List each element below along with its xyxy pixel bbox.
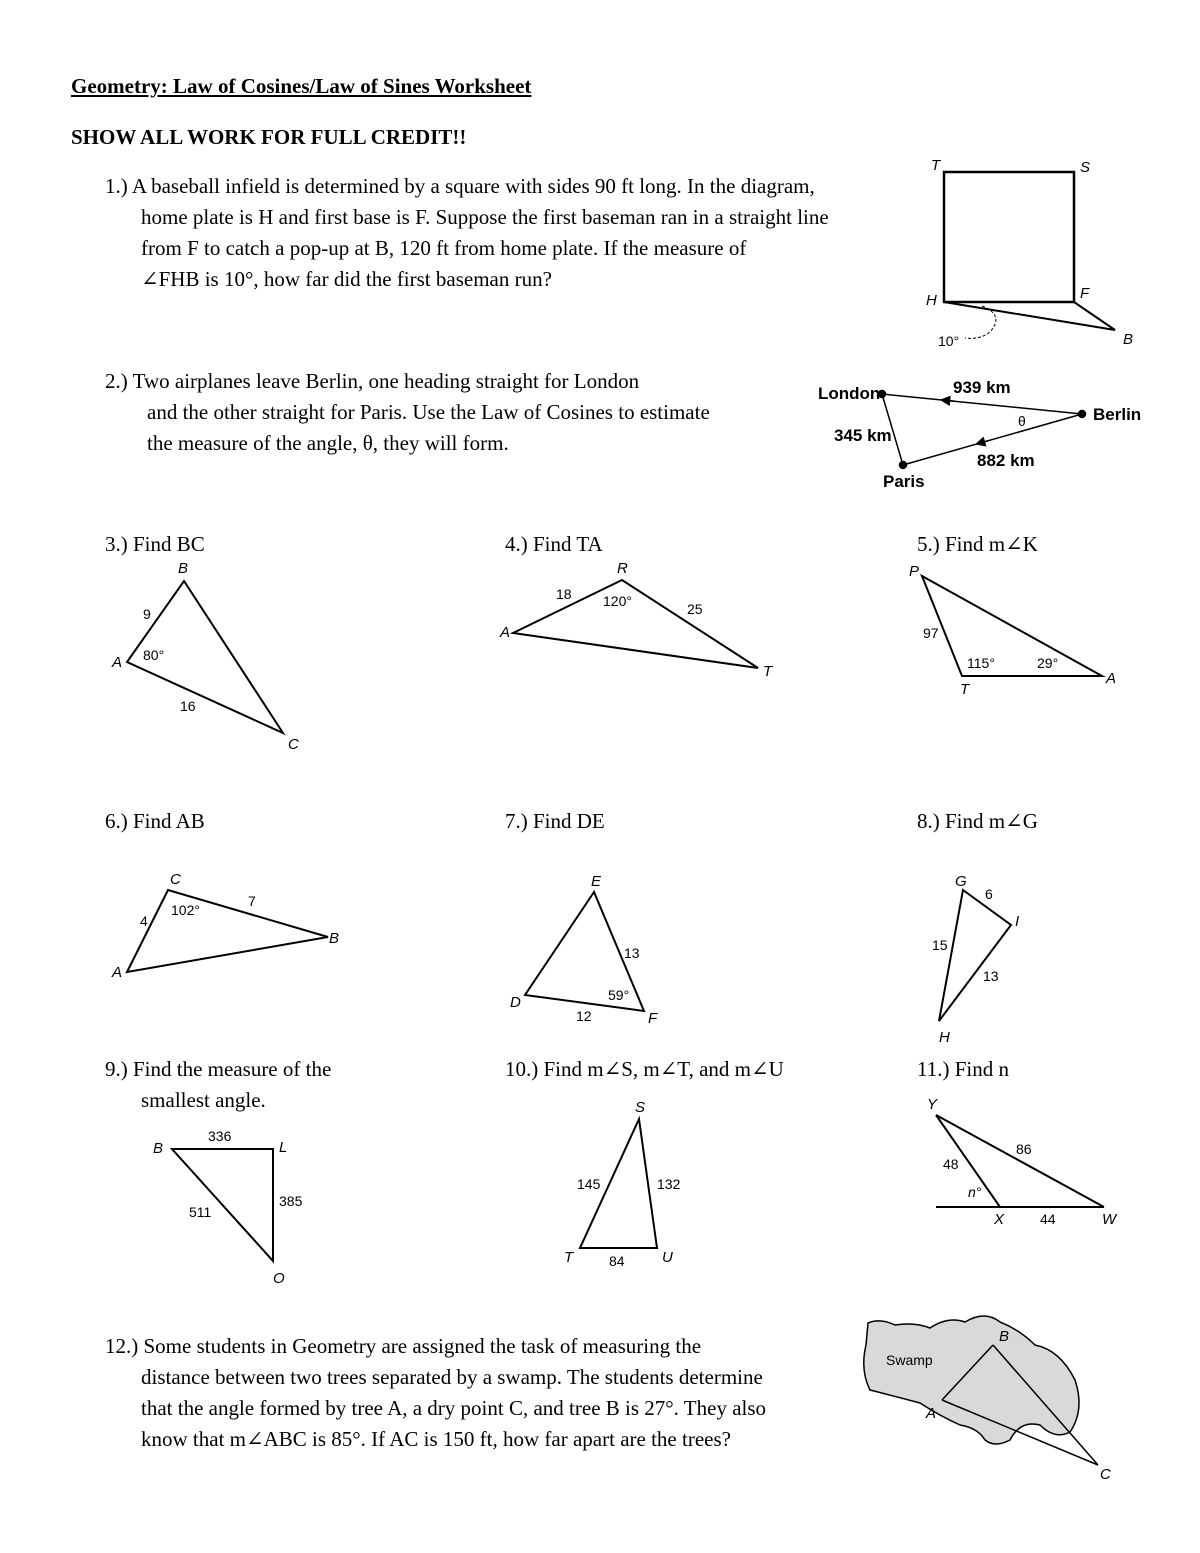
problem-text-line: home plate is H and first base is F. Suppose the first baseman ran in a straight line	[141, 205, 829, 229]
label-U: U	[662, 1249, 673, 1266]
swamp-region	[864, 1316, 1079, 1444]
problem-prompt: Find n	[954, 1057, 1009, 1081]
label-B: B	[999, 1328, 1010, 1345]
problem-number: 1.)	[105, 174, 128, 198]
label-T: T	[931, 157, 941, 174]
problem-number: 3.)	[105, 532, 128, 556]
label-paris: Paris	[883, 472, 925, 491]
problem-text-line: from F to catch a pop-up at B, 120 ft from home plate. If the measure of	[141, 236, 747, 260]
problem-prompt: Find m∠K	[945, 532, 1038, 556]
problem-number: 8.)	[917, 809, 940, 833]
theta-label: θ	[1018, 413, 1026, 429]
distance-london-berlin: 939 km	[953, 378, 1011, 397]
label-L: L	[279, 1139, 288, 1156]
side-gi-label: 6	[985, 886, 993, 902]
label-A: A	[1106, 670, 1117, 687]
label-berlin: Berlin	[1093, 405, 1142, 424]
angle-c-label: 102°	[171, 902, 200, 918]
label-S: S	[635, 1099, 646, 1116]
label-B: B	[329, 930, 340, 947]
problem-prompt: Find AB	[133, 809, 205, 833]
problem-text-line: that the angle formed by tree A, a dry point C, and tree B is 27°. They also	[141, 1396, 767, 1420]
label-E: E	[591, 873, 602, 890]
problem-number: 2.)	[105, 369, 128, 393]
label-Y: Y	[927, 1096, 938, 1113]
label-S: S	[1080, 159, 1091, 176]
angle-a-label: 80°	[143, 647, 165, 663]
problem-text-line: know that m∠ABC is 85°. If AC is 150 ft, how far apart are the trees?	[141, 1427, 731, 1451]
line-london-berlin	[882, 394, 1082, 414]
side-gh-label: 15	[932, 937, 948, 953]
label-london: London	[818, 384, 881, 403]
label-X: X	[994, 1211, 1005, 1228]
problem-prompt: Find BC	[133, 532, 205, 556]
problem-number: 4.)	[505, 532, 528, 556]
problem-prompt: Find DE	[533, 809, 605, 833]
label-O: O	[273, 1270, 285, 1287]
figure-baseball-infield	[944, 172, 1115, 338]
label-P: P	[909, 563, 920, 580]
worksheet-title: Geometry: Law of Cosines/Law of Sines Worksheet	[71, 74, 532, 98]
side-bl-label: 336	[208, 1128, 232, 1144]
angle-n-label: n°	[968, 1184, 982, 1200]
label-G: G	[955, 873, 967, 890]
label-A: A	[112, 654, 123, 671]
figure-yxw	[936, 1115, 1104, 1207]
problem-prompt: Find m∠S, m∠T, and m∠U	[543, 1057, 784, 1081]
triangle-cab	[127, 890, 328, 972]
triangle-rat	[513, 580, 758, 668]
label-B: B	[153, 1140, 164, 1157]
triangle-blo	[172, 1149, 273, 1261]
label-C: C	[170, 871, 181, 888]
side-lo-label: 385	[279, 1193, 303, 1209]
angle-t-label: 115°	[967, 655, 995, 671]
problem-text-line: Two airplanes leave Berlin, one heading straight for London	[132, 369, 640, 393]
triangle-hfb	[944, 302, 1115, 330]
label-T: T	[564, 1249, 574, 1266]
label-C: C	[288, 736, 299, 753]
label-H: H	[939, 1029, 950, 1046]
side-su-label: 132	[657, 1176, 681, 1192]
label-T: T	[763, 663, 773, 680]
label-F: F	[648, 1010, 658, 1027]
side-pt-label: 97	[923, 625, 939, 641]
arrow-to-london	[945, 400, 955, 401]
paris-dot	[900, 462, 907, 469]
triangle-gih	[939, 890, 1011, 1021]
problem-text-line: ∠FHB is 10°, how far did the first baseman run?	[141, 267, 552, 291]
problem-prompt: Find m∠G	[945, 809, 1038, 833]
problem-text-line: and the other straight for Paris. Use the Law of Cosines to estimate	[147, 400, 710, 424]
problem-text-line: smallest angle.	[141, 1088, 266, 1112]
angle-r-label: 120°	[603, 593, 632, 609]
label-H: H	[926, 292, 937, 309]
infield-square	[944, 172, 1074, 302]
label-B: B	[178, 560, 189, 577]
side-yw-label: 86	[1016, 1141, 1032, 1157]
problem-number: 11.)	[917, 1057, 950, 1081]
problem-text-line: the measure of the angle, θ, they will form.	[147, 431, 509, 455]
side-bo-label: 511	[189, 1204, 212, 1220]
label-C: C	[1100, 1466, 1111, 1483]
problem-number: 12.)	[105, 1334, 139, 1358]
label-T: T	[960, 681, 970, 698]
problem-number: 10.)	[505, 1057, 539, 1081]
side-xw-label: 44	[1040, 1211, 1056, 1227]
label-W: W	[1102, 1211, 1117, 1228]
angle-f-label: 59°	[608, 987, 630, 1003]
side-ar-label: 18	[556, 586, 572, 602]
side-ca-label: 4	[140, 913, 148, 929]
segment-yw	[936, 1115, 1104, 1207]
side-rt-label: 25	[687, 601, 703, 617]
side-cb-label: 7	[248, 893, 256, 909]
problem-text-line: Find the measure of the	[133, 1057, 332, 1081]
problem-text-line: A baseball infield is determined by a square with sides 90 ft long. In the diagram,	[131, 174, 815, 198]
problem-text-line: distance between two trees separated by a swamp. The students determine	[141, 1365, 763, 1389]
label-I: I	[1015, 913, 1020, 930]
problem-number: 5.)	[917, 532, 940, 556]
side-yx-label: 48	[943, 1156, 959, 1172]
label-R: R	[617, 560, 628, 577]
angle-arc-10	[965, 306, 996, 338]
problem-text-line: Some students in Geometry are assigned the task of measuring the	[143, 1334, 702, 1358]
label-D: D	[510, 994, 521, 1011]
label-B: B	[1123, 331, 1134, 348]
berlin-dot	[1079, 411, 1086, 418]
side-st-label: 145	[577, 1176, 601, 1192]
side-ac-label: 16	[180, 698, 196, 714]
side-df-label: 12	[576, 1008, 592, 1024]
triangle-pta	[922, 576, 1102, 676]
problem-number: 7.)	[505, 809, 528, 833]
distance-london-paris: 345 km	[834, 426, 892, 445]
side-ab-label: 9	[143, 606, 151, 622]
problem-prompt: Find TA	[533, 532, 603, 556]
distance-paris-berlin: 882 km	[977, 451, 1035, 470]
angle-10-label: 10°	[938, 333, 960, 349]
angle-a-label: 29°	[1037, 655, 1059, 671]
label-A: A	[926, 1405, 937, 1422]
side-ih-label: 13	[983, 968, 999, 984]
side-ef-label: 13	[624, 945, 640, 961]
label-F: F	[1080, 285, 1090, 302]
arrow-to-paris	[980, 440, 990, 443]
problem-number: 9.)	[105, 1057, 128, 1081]
worksheet-instruction: SHOW ALL WORK FOR FULL CREDIT!!	[71, 125, 467, 149]
problem-number: 6.)	[105, 809, 128, 833]
swamp-label: Swamp	[886, 1352, 933, 1368]
label-A: A	[112, 964, 123, 981]
label-A: A	[500, 624, 511, 641]
side-tu-label: 84	[609, 1253, 625, 1269]
